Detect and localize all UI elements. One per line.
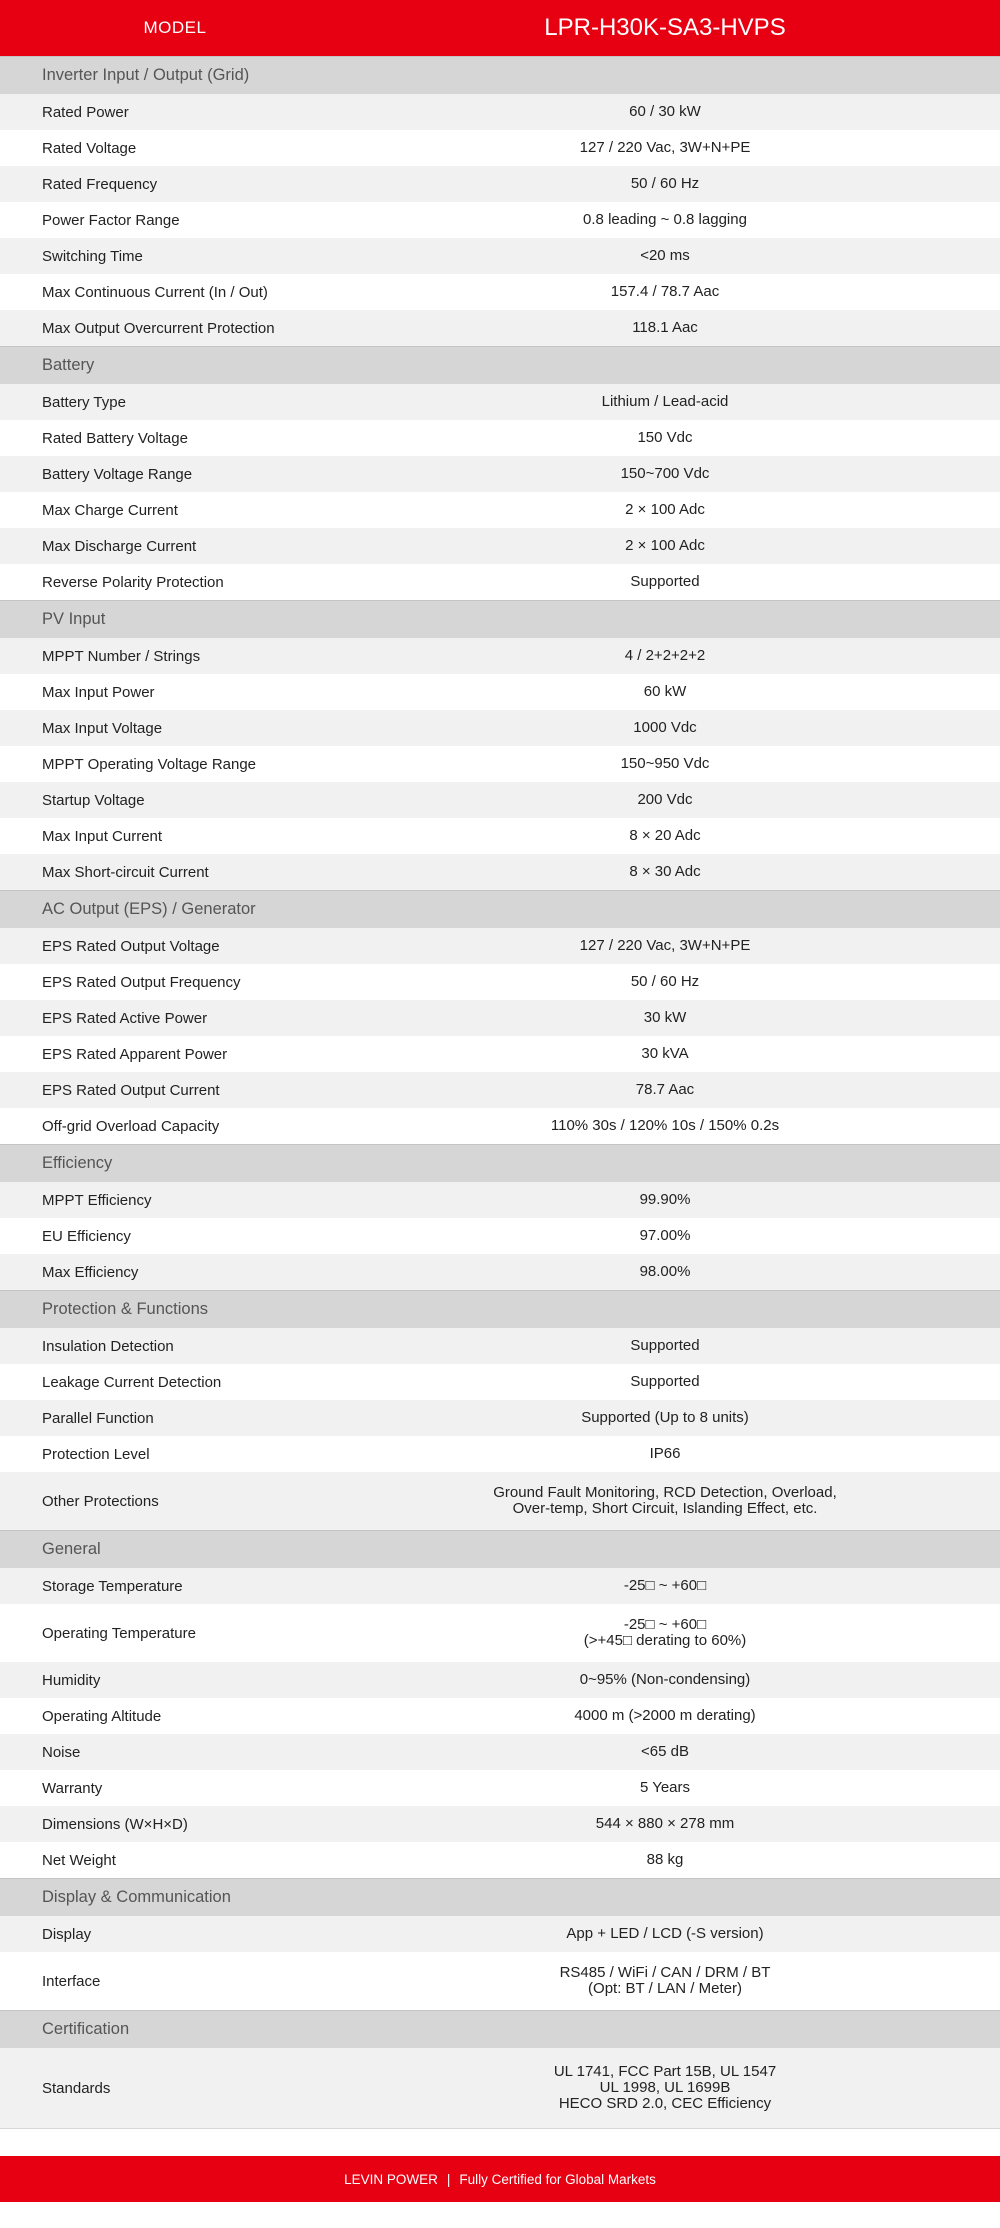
spec-value: Supported (Up to 8 units) — [581, 1409, 749, 1426]
spec-value: 50 / 60 Hz — [630, 973, 700, 990]
spec-table — [0, 56, 1000, 2128]
spec-row — [0, 1952, 1000, 2010]
spec-param-label: MPPT Number / Strings — [42, 647, 201, 665]
section-title: Display & Communication — [0, 1878, 1000, 1916]
spec-param-label: Max Short-circuit Current — [42, 863, 209, 881]
spec-value: 200 Vdc — [637, 791, 693, 808]
spec-row — [0, 1806, 1000, 1842]
spec-param-label: Battery Type — [42, 393, 126, 411]
spec-param-label: Protection Level — [42, 1445, 150, 1463]
spec-param-label: MPPT Efficiency — [42, 1191, 152, 1209]
spec-value: 110% 30s / 120% 10s / 150% 0.2s — [550, 1117, 780, 1134]
spec-value: App + LED / LCD (-S version) — [566, 1925, 764, 1942]
spec-param-label: EPS Rated Output Current — [42, 1081, 220, 1099]
spec-row — [0, 238, 1000, 274]
spec-param-label: Other Protections — [42, 1492, 159, 1510]
spec-param-label: Max Efficiency — [42, 1263, 139, 1281]
spec-param-label: Max Continuous Current (In / Out) — [42, 283, 268, 301]
spec-row — [0, 1036, 1000, 1072]
spec-param-label: Max Discharge Current — [42, 537, 197, 555]
section-title: AC Output (EPS) / Generator — [0, 890, 1000, 928]
spec-param-label: EPS Rated Output Frequency — [42, 973, 241, 991]
spec-param-label: EPS Rated Output Voltage — [42, 937, 220, 955]
spec-row — [0, 2048, 1000, 2128]
spec-row — [0, 1436, 1000, 1472]
spec-param-label: Rated Power — [42, 103, 129, 121]
spec-row — [0, 1698, 1000, 1734]
spec-param-label: Rated Frequency — [42, 175, 158, 193]
spec-row — [0, 1604, 1000, 1662]
spec-value: 2 × 100 Adc — [625, 537, 705, 554]
spec-row — [0, 1770, 1000, 1806]
section-rows — [0, 94, 1000, 346]
section-rows — [0, 1916, 1000, 2010]
spec-param-label: Leakage Current Detection — [42, 1373, 222, 1391]
model-label: MODEL — [143, 18, 207, 37]
spec-param-label: Reverse Polarity Protection — [42, 573, 224, 591]
spec-value: 78.7 Aac — [635, 1081, 695, 1098]
footer-banner — [0, 2156, 1000, 2202]
spec-value: 88 kg — [646, 1851, 684, 1868]
section-title: General — [0, 1530, 1000, 1568]
spec-param-label: MPPT Operating Voltage Range — [42, 755, 257, 773]
section-title: Certification — [0, 2010, 1000, 2048]
section-title: Efficiency — [0, 1144, 1000, 1182]
spec-row — [0, 1364, 1000, 1400]
spec-param-label: Storage Temperature — [42, 1577, 183, 1595]
spec-value: 150 Vdc — [637, 429, 693, 446]
spec-param-label: Interface — [42, 1972, 101, 1990]
section-rows — [0, 1328, 1000, 1530]
table-end-divider — [0, 2128, 1000, 2156]
spec-row — [0, 384, 1000, 420]
spec-param-label: Net Weight — [42, 1851, 116, 1869]
spec-param-label: Max Input Voltage — [42, 719, 163, 737]
spec-value: 0.8 leading ~ 0.8 lagging — [583, 211, 747, 228]
spec-param-label: Switching Time — [42, 247, 143, 265]
spec-value: Supported — [630, 1337, 700, 1354]
spec-row — [0, 1662, 1000, 1698]
spec-value: 30 kW — [643, 1009, 687, 1026]
section-title: Battery — [0, 346, 1000, 384]
spec-value: 157.4 / 78.7 Aac — [610, 283, 720, 300]
spec-row — [0, 492, 1000, 528]
spec-value: Supported — [630, 1373, 700, 1390]
spec-value: 150~950 Vdc — [620, 755, 710, 772]
spec-value: <20 ms — [640, 247, 690, 264]
spec-header — [0, 0, 1000, 56]
spec-row — [0, 818, 1000, 854]
model-name: LPR-H30K-SA3-HVPS — [544, 14, 786, 41]
spec-row — [0, 674, 1000, 710]
spec-row — [0, 746, 1000, 782]
spec-row — [0, 854, 1000, 890]
spec-value: 118.1 Aac — [632, 319, 698, 336]
spec-row — [0, 638, 1000, 674]
spec-row — [0, 310, 1000, 346]
spec-param-label: Insulation Detection — [42, 1337, 174, 1355]
spec-value: 4 / 2+2+2+2 — [624, 647, 706, 664]
spec-value: 60 / 30 kW — [629, 103, 701, 120]
spec-param-label: Max Output Overcurrent Protection — [42, 319, 275, 337]
section-rows — [0, 384, 1000, 600]
spec-row — [0, 1400, 1000, 1436]
spec-value: -25□ ~ +60□ (>+45□ derating to 60%) — [583, 1616, 747, 1649]
spec-row — [0, 1568, 1000, 1604]
spec-param-label: Display — [42, 1925, 92, 1943]
spec-value: 127 / 220 Vac, 3W+N+PE — [579, 139, 751, 156]
spec-row — [0, 528, 1000, 564]
spec-value: 5 Years — [639, 1779, 691, 1796]
section-rows — [0, 2048, 1000, 2128]
spec-value: Ground Fault Monitoring, RCD Detection, Overload, Over-temp, Short Circuit, Islanding Effect, etc. — [493, 1484, 837, 1517]
spec-row — [0, 1472, 1000, 1530]
spec-row — [0, 130, 1000, 166]
spec-value: 1000 Vdc — [633, 719, 697, 736]
footer-separator: | — [446, 2171, 451, 2187]
spec-value: Lithium / Lead-acid — [601, 393, 729, 410]
spec-row — [0, 1842, 1000, 1878]
spec-value: IP66 — [649, 1445, 681, 1462]
spec-value: 4000 m (>2000 m derating) — [574, 1707, 756, 1724]
spec-param-label: Max Input Current — [42, 827, 163, 845]
spec-param-label: Max Charge Current — [42, 501, 178, 519]
spec-value: <65 dB — [641, 1743, 689, 1760]
section-rows — [0, 1182, 1000, 1290]
spec-value: Supported — [630, 573, 700, 590]
spec-row — [0, 782, 1000, 818]
section-title: Inverter Input / Output (Grid) — [0, 56, 1000, 94]
spec-row — [0, 710, 1000, 746]
spec-value: 60 kW — [643, 683, 687, 700]
spec-row — [0, 1072, 1000, 1108]
spec-row — [0, 420, 1000, 456]
spec-row — [0, 94, 1000, 130]
spec-row — [0, 1108, 1000, 1144]
spec-value: 544 × 880 × 278 mm — [595, 1815, 735, 1832]
spec-value: 30 kVA — [641, 1045, 689, 1062]
section-rows — [0, 928, 1000, 1144]
spec-param-label: Max Input Power — [42, 683, 155, 701]
spec-row — [0, 456, 1000, 492]
spec-row — [0, 1000, 1000, 1036]
spec-param-label: Humidity — [42, 1671, 101, 1689]
spec-value: UL 1741, FCC Part 15B, UL 1547 UL 1998, UL 1699B HECO SRD 2.0, CEC Efficiency — [553, 2063, 777, 2112]
spec-value: 99.90% — [639, 1191, 691, 1208]
spec-row — [0, 964, 1000, 1000]
spec-value: 127 / 220 Vac, 3W+N+PE — [579, 937, 751, 954]
section-title: Protection & Functions — [0, 1290, 1000, 1328]
spec-value: 8 × 20 Adc — [629, 827, 701, 844]
spec-param-label: EPS Rated Active Power — [42, 1009, 208, 1027]
spec-param-label: Operating Temperature — [42, 1624, 196, 1642]
spec-param-label: Operating Altitude — [42, 1707, 162, 1725]
spec-row — [0, 1254, 1000, 1290]
spec-value: RS485 / WiFi / CAN / DRM / BT (Opt: BT / LAN / Meter) — [559, 1964, 771, 1997]
spec-value: 50 / 60 Hz — [630, 175, 700, 192]
spec-value: 8 × 30 Adc — [629, 863, 701, 880]
section-title: PV Input — [0, 600, 1000, 638]
spec-row — [0, 274, 1000, 310]
spec-param-label: Dimensions (W×H×D) — [42, 1815, 188, 1833]
spec-param-label: Warranty — [42, 1779, 103, 1797]
spec-param-label: Rated Voltage — [42, 139, 137, 157]
spec-row — [0, 1328, 1000, 1364]
spec-param-label: Rated Battery Voltage — [42, 429, 188, 447]
footer-brand: LEVIN POWER — [344, 2171, 438, 2187]
spec-param-label: EPS Rated Apparent Power — [42, 1045, 228, 1063]
spec-param-label: Parallel Function — [42, 1409, 154, 1427]
spec-param-label: Off-grid Overload Capacity — [42, 1117, 220, 1135]
spec-row — [0, 1734, 1000, 1770]
spec-row — [0, 1182, 1000, 1218]
spec-value: 97.00% — [639, 1227, 691, 1244]
spec-row — [0, 166, 1000, 202]
spec-value: 150~700 Vdc — [620, 465, 710, 482]
section-rows — [0, 638, 1000, 890]
spec-row — [0, 564, 1000, 600]
spec-param-label: Standards — [42, 2079, 111, 2097]
spec-param-label: Noise — [42, 1743, 81, 1761]
spec-row — [0, 202, 1000, 238]
spec-row — [0, 928, 1000, 964]
spec-row — [0, 1916, 1000, 1952]
spec-value: 0~95% (Non-condensing) — [579, 1671, 751, 1688]
spec-param-label: Startup Voltage — [42, 791, 145, 809]
section-rows — [0, 1568, 1000, 1878]
spec-row — [0, 1218, 1000, 1254]
spec-value: -25□ ~ +60□ — [623, 1577, 707, 1594]
spec-param-label: Battery Voltage Range — [42, 465, 193, 483]
spec-param-label: Power Factor Range — [42, 211, 180, 229]
footer-tagline: Fully Certified for Global Markets — [459, 2171, 656, 2187]
spec-param-label: EU Efficiency — [42, 1227, 131, 1245]
spec-value: 2 × 100 Adc — [625, 501, 705, 518]
spec-value: 98.00% — [639, 1263, 691, 1280]
